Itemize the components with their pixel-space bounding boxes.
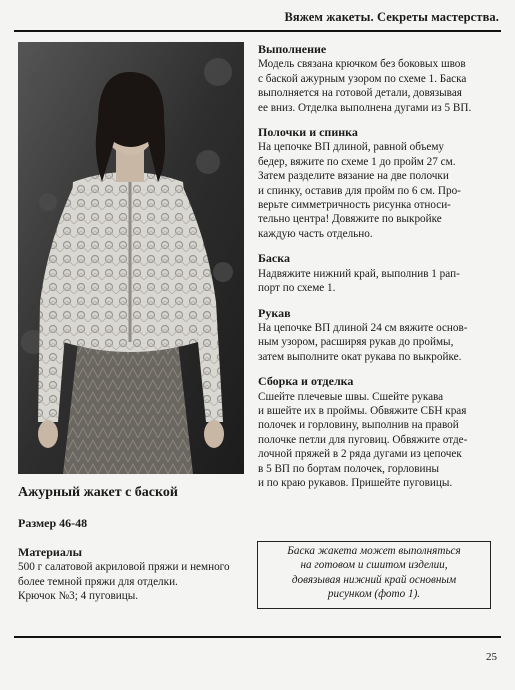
header-divider: [14, 30, 501, 32]
note-line: Баска жакета может выполняться: [287, 545, 461, 557]
section-line: ным узором, расширяя рукав до проймы,: [258, 336, 454, 349]
section-title: Рукав: [258, 305, 291, 320]
section-execution: [258, 42, 502, 115]
section-line: выполняется на готовой детали, довязывая: [258, 87, 462, 100]
item-title: Ажурный жакет с баской: [18, 485, 178, 500]
note-line: довязывая нижний край основным: [291, 573, 457, 586]
section-line: полочке петли для пуговиц. Обвяжите отде-: [258, 433, 468, 446]
section-line: верьте симметричность рисунка относи-: [258, 199, 451, 212]
section-line: Модель связана крючком без боковых швов: [258, 58, 466, 71]
section-line: Затем разделите вязание на две полочки: [258, 170, 449, 183]
section-title: Выполнение: [258, 42, 327, 56]
section-line: и вшейте их в проймы. Обвяжите СБН края: [258, 404, 467, 417]
section-line: На цепочке ВП длиной 24 см вяжите основ-: [258, 321, 468, 334]
section-line: Сшейте плечевые швы. Сшейте рукава: [258, 390, 444, 403]
item-size: Размер 46-48: [18, 516, 88, 531]
section-line: тельно центра! Довяжите по выкройке: [258, 213, 442, 226]
note-line: рисунком (фото 1).: [327, 588, 421, 601]
materials-title: Материалы: [18, 544, 83, 559]
section-line: бедер, вяжите по схеме 1 до пройм 27 см.: [258, 155, 456, 168]
section-line: порт по схеме 1.: [258, 282, 336, 295]
section-line: ее вниз. Отделка выполнена дугами из 5 ВП.: [258, 101, 472, 114]
model-photo: [18, 42, 244, 474]
section-title: Сборка и отделка: [258, 374, 354, 389]
section-line: в 5 ВП по бортам полочек, горловины: [258, 462, 440, 475]
photo-illustration: [18, 42, 244, 474]
section-line: и спинку, оставив для пройм по 6 см. Про-: [258, 184, 461, 197]
section-line: с баской ажурным узором по схеме 1. Баска: [258, 72, 467, 85]
section-line: и по краю рукавов. Пришейте пуговицы.: [258, 476, 453, 489]
instructions-column: [258, 42, 502, 500]
materials-line: более темной пряжи для отделки.: [18, 575, 178, 588]
section-line: затем выполните окат рукава по выкройке.: [258, 350, 462, 363]
section-title: Баска: [258, 251, 290, 266]
section-assembly: [258, 374, 502, 490]
footer-divider: [14, 636, 501, 638]
section-line: На цепочке ВП длиной, равной объему: [258, 141, 445, 154]
materials-line: Крючок №3; 4 пуговицы.: [18, 590, 139, 603]
section-sleeve: [258, 306, 502, 365]
section-line: лочной пряжей в 2 ряда дугами из цепочек: [258, 448, 462, 461]
section-line: полочек и горловину, выполнив на правой: [258, 419, 459, 432]
section-peplum: [258, 251, 502, 295]
section-title: Полочки и спинка: [258, 125, 358, 140]
section-line: каждую часть отдельно.: [258, 227, 373, 240]
note-box: [257, 541, 491, 609]
note-line: на готовом и сшитом изделии,: [300, 559, 448, 572]
materials-line: 500 г салатовой акриловой пряжи и немного: [18, 561, 230, 574]
section-fronts-back: [258, 125, 502, 241]
header-title: Вяжем жакеты. Секреты мастерства.: [284, 10, 499, 24]
section-line: Надвяжите нижний край, выполнив 1 рап-: [258, 267, 460, 280]
page-number: 25: [486, 651, 497, 663]
item-info: [18, 486, 248, 603]
